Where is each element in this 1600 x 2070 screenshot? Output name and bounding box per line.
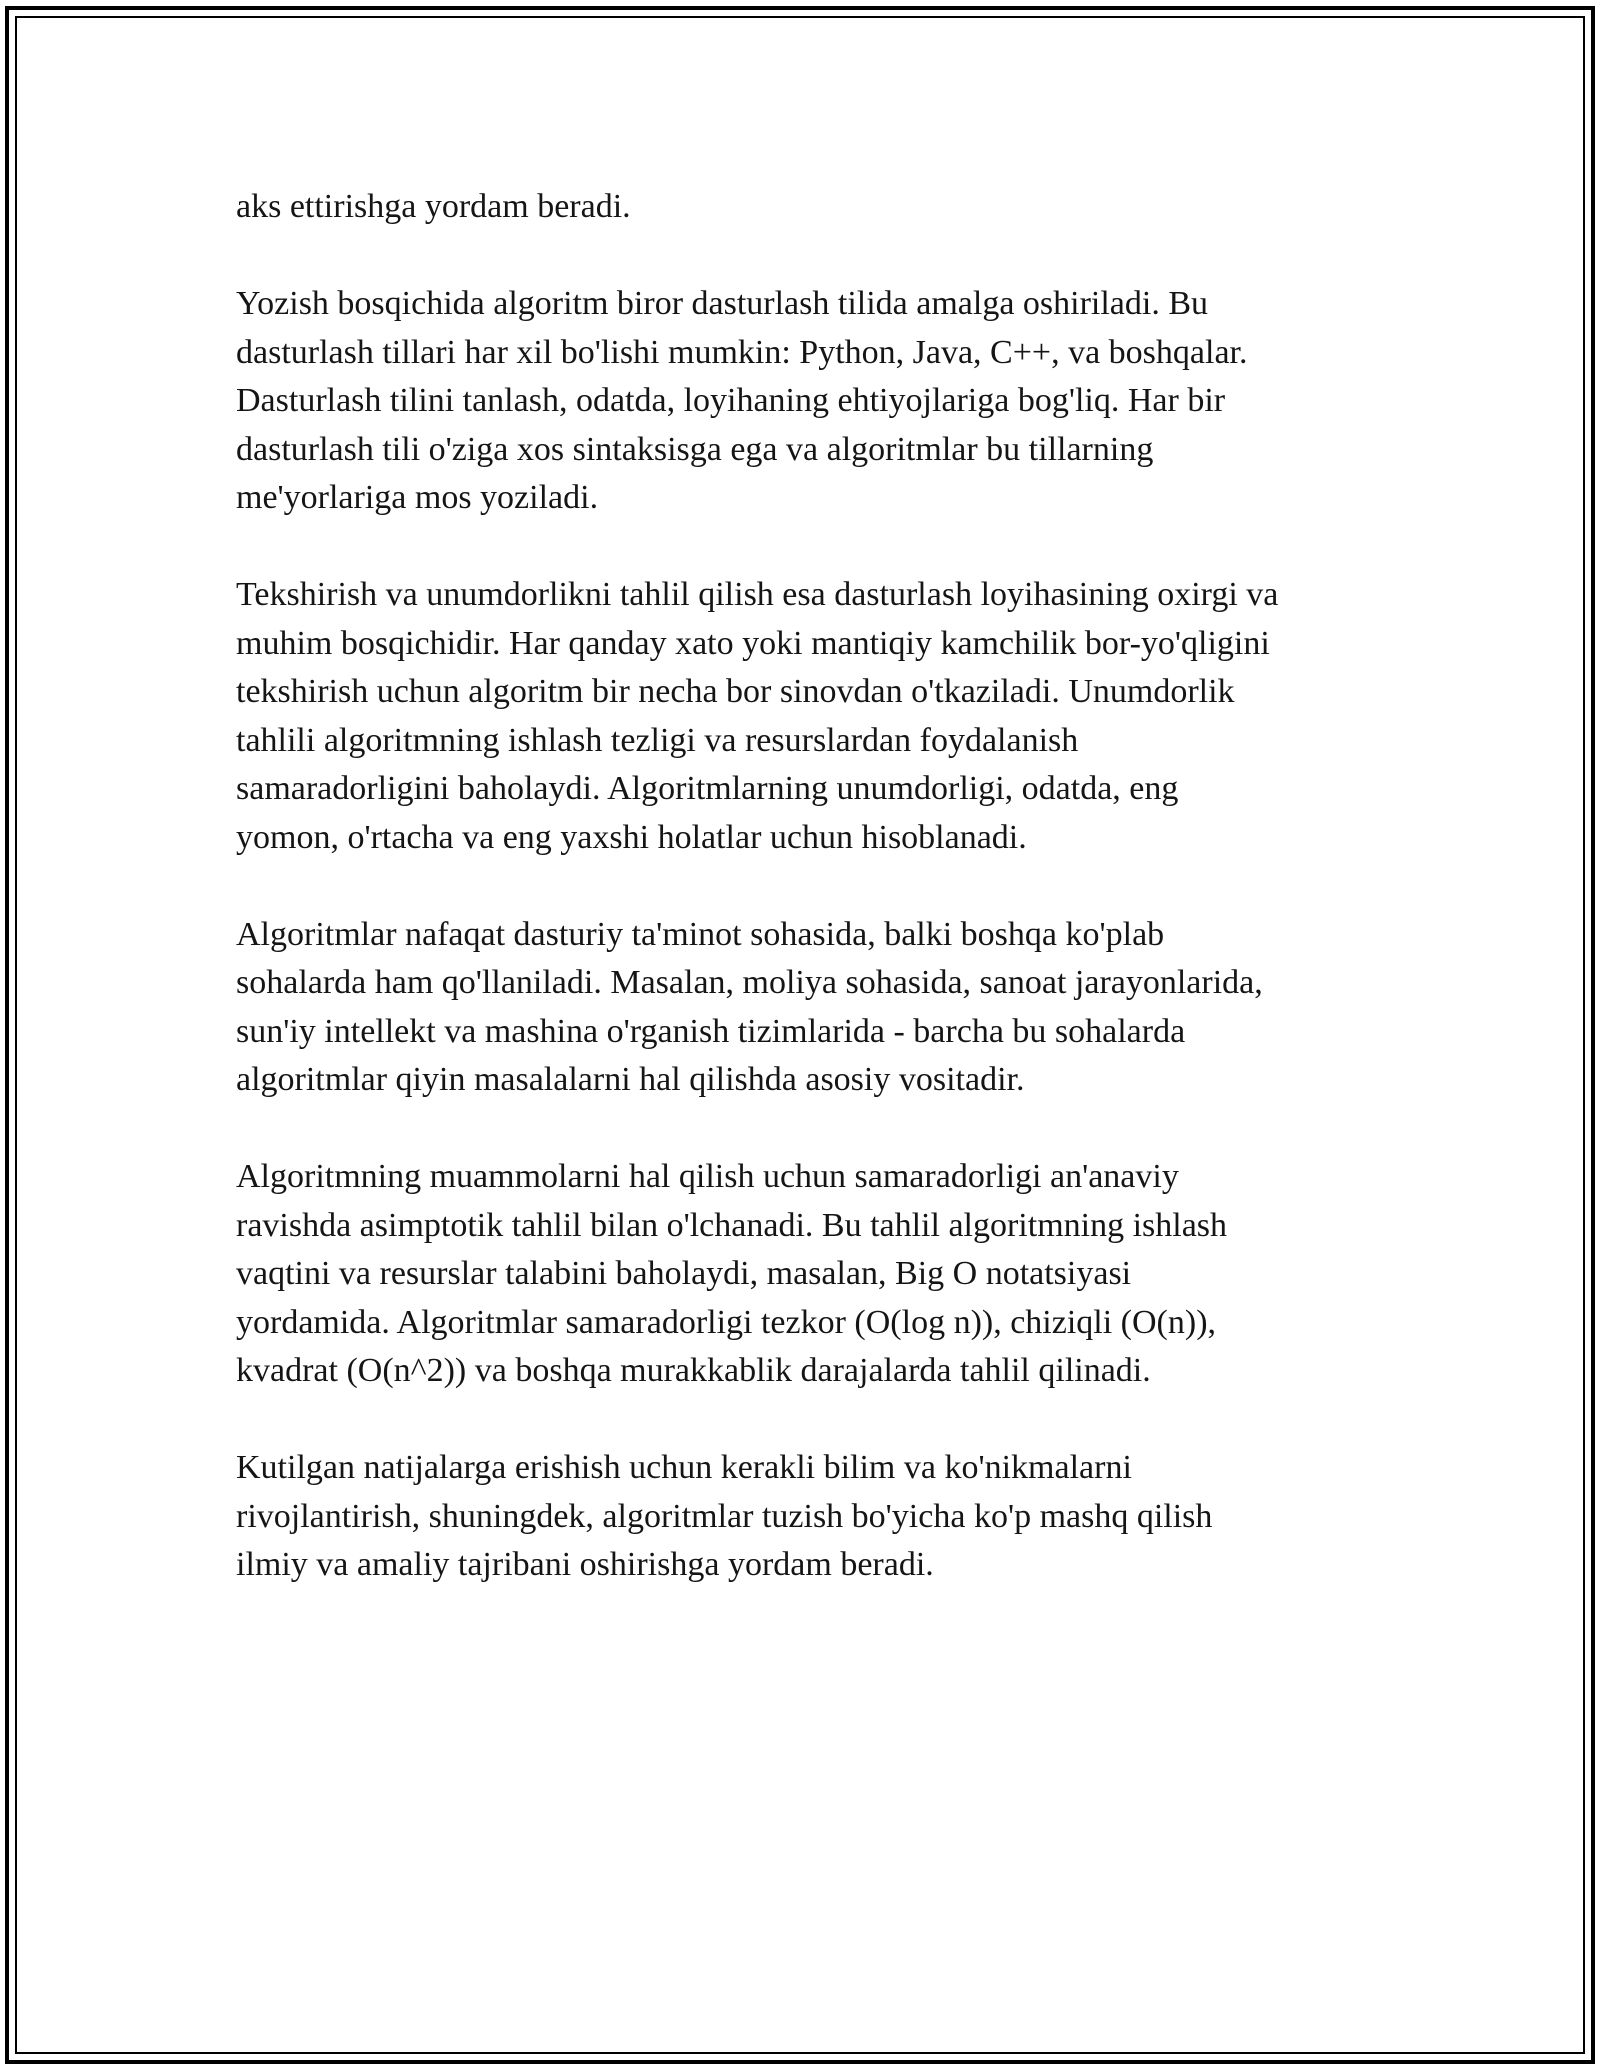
text-line: Kutilgan natijalarga erishish uchun kerakli bilim va ko'nikmalarni [236,1449,1132,1486]
text-line: Dasturlash tilini tanlash, odatda, loyihaning ehtiyojlariga bog'liq. Har bir [236,382,1226,419]
paragraph [236,911,1386,1105]
text-line: dasturlash tili o'ziga xos sintaksisga ega va algoritmlar bu tillarning [236,430,1154,468]
text-line: yomon, o'rtacha va eng yaxshi holatlar uchun hisoblanadi. [236,818,1027,856]
text-line: Algoritmning muammolarni hal qilish uchun samaradorligi an'anaviy [236,1158,1179,1195]
text-line: tahlili algoritmning ishlash tezligi va resurslardan foydalanish [236,721,1079,759]
text-line: samaradorligini baholaydi. Algoritmlarning unumdorligi, odatda, eng [236,770,1179,807]
text-line: dasturlash tillari har xil bo'lishi mumkin: Python, Java, C++, va boshqalar. [236,333,1248,371]
text-line: rivojlantirish, shuningdek, algoritmlar tuzish bo'yicha ko'p mashq qilish [236,1497,1213,1535]
text-line: sohalarda ham qo'llaniladi. Masalan, moliya sohasida, sanoat jarayonlarida, [236,964,1263,1001]
text-line: algoritmlar qiyin masalalarni hal qilishda asosiy vositadir. [236,1061,1025,1098]
document-body [236,183,1386,1590]
text-line: ravishda asimptotik tahlil bilan o'lchanadi. Bu tahlil algoritmning ishlash [236,1206,1228,1244]
text-line: muhim bosqichidir. Har qanday xato yoki mantiqiy kamchilik bor-yo'qligini [236,624,1270,662]
text-line: Algoritmlar nafaqat dasturiy ta'minot sohasida, balki boshqa ko'plab [236,915,1165,953]
paragraph [236,1444,1386,1590]
text-line: Yozish bosqichida algoritm biror dasturlash tilida amalga oshiriladi. Bu [236,285,1209,322]
text-line: vaqtini va resurslar talabini baholaydi, masalan, Big O notatsiyasi [236,1255,1132,1292]
text-line: tekshirish uchun algoritm bir necha bor sinovdan o'tkaziladi. Unumdorlik [236,673,1235,710]
paragraph [236,280,1386,523]
text-line: me'yorlariga mos yoziladi. [236,479,599,516]
text-line: sun'iy intellekt va mashina o'rganish tizimlarida - barcha bu sohalarda [236,1012,1186,1050]
text-line: Tekshirish va unumdorlikni tahlil qilish esa dasturlash loyihasining oxirgi va [236,576,1279,613]
paragraph [236,1153,1386,1396]
text-line: yordamida. Algoritmlar samaradorligi tezkor (O(log n)), chiziqli (O(n)), [236,1303,1217,1341]
text-line: aks ettirishga yordam beradi. [236,188,631,225]
text-line: ilmiy va amaliy tajribani oshirishga yordam beradi. [236,1546,934,1583]
paragraph [236,571,1386,862]
paragraph [236,183,1386,232]
text-line: kvadrat (O(n^2)) va boshqa murakkablik darajalarda tahlil qilinadi. [236,1352,1151,1389]
